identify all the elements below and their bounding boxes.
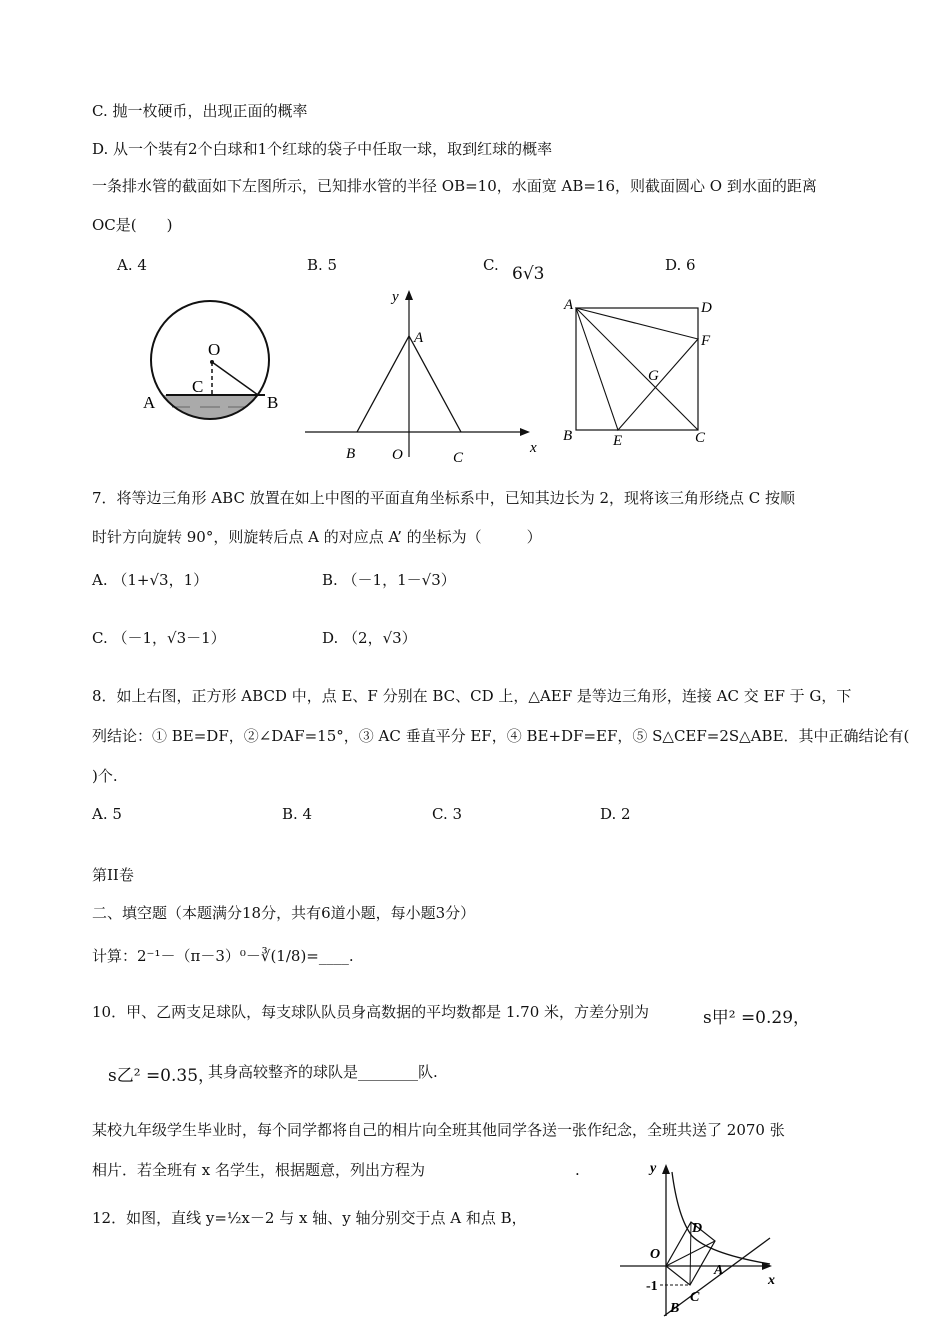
q11-stem-line1: 某校九年级学生毕业时，每个同学都将自己的相片向全班其他同学各送一张作纪念，全班共送了 2070 张 [92,1121,785,1139]
q6-option-d: D. 6 [665,256,696,274]
q8-option-c: C. 3 [432,805,463,823]
q12-graph-figure [620,1158,785,1318]
graph-label-y: y [650,1161,657,1176]
triangle-coordinate-figure [300,282,545,467]
q6-option-b: B. 5 [307,256,338,274]
q8-stem-line2: 列结论：① BE=DF，②∠DAF=15°，③ AC 垂直平分 EF，④ BE+DF=EF，⑤ S△CEF=2S△ABE．其中正确结论有( [92,727,910,745]
q8-option-b: B. 4 [282,805,313,823]
q10-stem-line2: 其身高较整齐的球队是________队. [208,1063,438,1081]
axis-label-y: y [392,289,399,305]
part-two-heading: 第II卷 [92,866,134,884]
option-d-text: D. 从一个装有2个白球和1个红球的袋子中任取一球，取到红球的概率 [92,140,553,158]
section-two-heading: 二、填空题（本题满分18分，共有6道小题，每小题3分） [92,904,476,922]
origin-label-o: O [392,447,403,463]
square-label-d: D [701,300,712,316]
q7-option-a: A. （1+√3，1） [92,571,209,589]
circle-label-c: C [192,377,204,396]
q8-stem-line3: )个. [92,767,118,785]
q7-option-b: B. （－1，1－√3） [322,571,456,589]
q8-stem-line1: 8．如上右图，正方形 ABCD 中，点 E、F 分别在 BC、CD 上，△AEF 是等边三角形，连接 AC 交 EF 于 G，下 [92,687,852,705]
triangle-label-b: B [346,446,356,462]
q6-option-c: C. [483,256,499,274]
q10-variance-jia: s甲² =0.29， [703,1008,811,1028]
q6-stem-line1: 一条排水管的截面如下左图所示，已知排水管的半径 OB=10，水面宽 AB=16，则截面圆心 O 到水面的距离 [92,177,817,195]
triangle-label-c: C [453,450,464,466]
q8-option-d: D. 2 [600,805,631,823]
option-c-text: C. 抛一枚硬币，出现正面的概率 [92,102,308,120]
graph-label-a: A [714,1263,724,1278]
square-label-f: F [701,333,711,349]
q12-stem: 12．如图，直线 y=½x－2 与 x 轴、y 轴分别交于点 A 和点 B， [92,1209,527,1227]
q8-option-a: A. 5 [92,805,122,823]
square-label-a: A [564,297,574,313]
graph-label-minus-one: -1 [646,1279,658,1294]
q7-stem-line2: 时针方向旋转 90°，则旋转后点 A 的对应点 A’ 的坐标为（ ） [92,528,542,546]
q11-stem-line2: 相片．若全班有 x 名学生，根据题意，列出方程为 . [92,1161,580,1179]
square-label-b: B [563,428,573,444]
q9-text: 计算：2⁻¹－（π－3）⁰－∛(1/8)=____. [92,947,354,965]
graph-label-b: B [670,1301,680,1316]
q6-stem-line2: OC是( ) [92,216,173,234]
axis-label-x: x [530,440,537,456]
square-label-e: E [613,433,623,449]
square-abcd-figure [560,292,720,452]
q10-variance-yi: s乙² =0.35， [108,1066,216,1086]
circle-label-b: B [267,393,279,412]
graph-label-o: O [650,1247,661,1262]
q7-stem-line1: 7．将等边三角形 ABC 放置在如上中图的平面直角坐标系中，已知其边长为 2，现将该三角形绕点 C 按顺 [92,489,796,507]
q7-option-d: D. （2，√3） [322,629,417,647]
graph-label-c: C [690,1290,700,1305]
square-label-g: G [648,368,659,384]
circle-label-a: A [143,393,156,412]
graph-label-d: D [692,1221,703,1236]
q6-option-a: A. 4 [117,256,147,274]
pipe-cross-section-figure [140,295,290,425]
q10-stem-line1: 10．甲、乙两支足球队，每支球队队员身高数据的平均数都是 1.70 米，方差分别为 [92,1003,650,1021]
q6-option-c-value: 6√3 [512,264,545,284]
q7-option-c: C. （－1，√3－1） [92,629,226,647]
triangle-label-a: A [414,330,424,346]
graph-label-x: x [768,1273,775,1288]
circle-label-o: O [208,340,221,359]
square-label-c: C [695,430,706,446]
